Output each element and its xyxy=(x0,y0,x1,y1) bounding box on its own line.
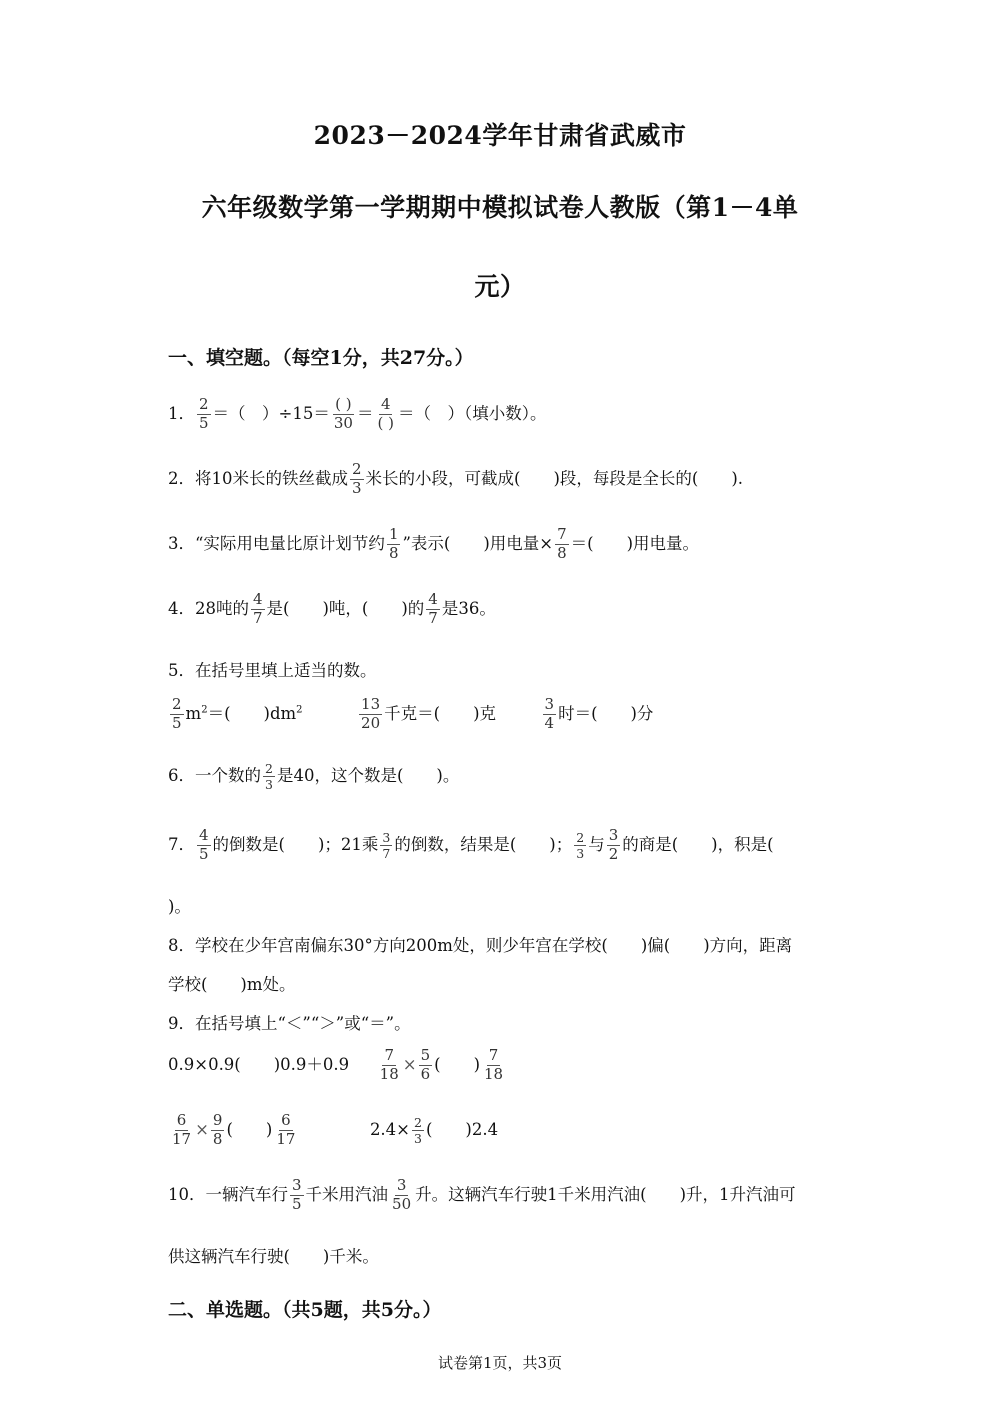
numerator: 4 xyxy=(380,395,391,413)
question-10-line1 xyxy=(168,1178,796,1213)
q6-number: 6． xyxy=(168,766,195,786)
question-9-row2 xyxy=(168,1113,498,1148)
q9-item-2 xyxy=(376,1046,507,1083)
question-10-line2: 供这辆汽车行驶( )千米。 xyxy=(168,1247,379,1266)
q3-text-a: “实际用电量比原计划节约 xyxy=(195,533,385,553)
question-9: 9．在括号填上“＜”“＞”或“＝”。 xyxy=(168,1014,411,1033)
exponent: 2 xyxy=(201,704,208,716)
question-2 xyxy=(168,462,743,497)
fraction xyxy=(380,831,392,860)
q5-item-1-text: ＝( )dm xyxy=(207,703,297,723)
multiply-sign: × xyxy=(402,1054,417,1074)
denominator: 8 xyxy=(388,543,399,562)
numerator: 7 xyxy=(557,525,567,543)
q1-text-b: ＝ xyxy=(356,403,374,423)
q3-text-b: ”表示( )用电量× xyxy=(402,533,554,553)
denominator: 5 xyxy=(292,1194,302,1213)
q3-number: 3． xyxy=(168,533,195,553)
fraction xyxy=(419,1048,433,1083)
page-footer: 试卷第1页，共3页 xyxy=(437,1354,563,1372)
denominator: 17 xyxy=(172,1129,192,1148)
numerator: 3 xyxy=(608,826,619,844)
numerator: 4 xyxy=(253,590,263,608)
fraction xyxy=(197,397,211,432)
numerator: ( ) xyxy=(335,395,352,413)
denominator: 50 xyxy=(392,1194,412,1213)
denominator: 30 xyxy=(333,413,353,432)
q2-number: 2． xyxy=(168,468,195,488)
denominator: 20 xyxy=(361,713,381,732)
denominator: 18 xyxy=(379,1064,399,1083)
fraction xyxy=(359,697,382,732)
fraction xyxy=(211,1113,225,1148)
q4-text-c: 是36。 xyxy=(441,598,496,618)
q5-item-3 xyxy=(541,695,654,732)
fraction xyxy=(274,1113,297,1148)
numerator: 9 xyxy=(212,1111,223,1129)
numerator: 4 xyxy=(199,826,209,844)
q4-number: 4． xyxy=(168,598,195,618)
denominator: ( ) xyxy=(377,413,394,432)
multiply-sign: × xyxy=(195,1119,209,1139)
exam-title-line1: 2023－2024学年甘肃省武威市 xyxy=(313,121,687,150)
fraction xyxy=(387,527,401,562)
numerator: 3 xyxy=(292,1176,302,1194)
fraction xyxy=(543,697,557,732)
denominator: 6 xyxy=(420,1064,431,1083)
q7-text-c: 与 xyxy=(588,834,605,854)
q4-text-b: 是( )吨，( )的 xyxy=(266,598,425,618)
fraction xyxy=(574,831,586,860)
q10-text-a: 一辆汽车行 xyxy=(205,1184,288,1204)
blank: ( ) xyxy=(226,1119,273,1139)
blank: ( ) xyxy=(434,1054,481,1074)
numerator: 6 xyxy=(281,1111,291,1129)
section2-heading: 二、单选题。（共5题，共5分。） xyxy=(168,1299,442,1321)
q9-item-1: 0.9×0.9( )0.9＋0.9 xyxy=(168,1054,350,1074)
q10-text-c: 升。这辆汽车行驶1千米用汽油( )升，1升汽油可 xyxy=(415,1184,796,1204)
numerator: 3 xyxy=(382,829,391,845)
q2-text-a: 将10米长的铁丝截成 xyxy=(195,468,348,488)
numerator: 7 xyxy=(488,1046,499,1064)
fraction xyxy=(350,462,364,497)
numerator: 7 xyxy=(384,1046,394,1064)
denominator: 3 xyxy=(265,777,273,793)
question-5: 5．在括号里填上适当的数。 xyxy=(168,661,377,680)
q9-item-4-text-b: ( )2.4 xyxy=(425,1119,499,1139)
q10-text-b: 千米用汽油 xyxy=(305,1184,389,1204)
denominator: 5 xyxy=(199,413,209,432)
fraction xyxy=(290,1178,304,1213)
numerator: 3 xyxy=(544,695,555,713)
unit-text: m xyxy=(185,703,202,723)
denominator: 7 xyxy=(382,845,391,861)
fraction xyxy=(263,762,275,791)
denominator: 7 xyxy=(428,608,438,627)
question-8-line1: 8．学校在少年宫南偏东30°方向200m处，则少年宫在学校( )偏( )方向，距离 xyxy=(168,936,793,955)
exponent: 2 xyxy=(296,704,303,716)
denominator: 8 xyxy=(212,1129,223,1148)
denominator: 7 xyxy=(253,608,263,627)
fraction xyxy=(482,1048,505,1083)
fraction xyxy=(607,828,621,863)
q5-item-3-text: 时＝( )分 xyxy=(558,703,654,723)
q5-item-2-text: 千克＝( )克 xyxy=(384,703,497,723)
q1-number: 1． xyxy=(168,403,195,423)
denominator: 5 xyxy=(172,713,182,732)
question-6 xyxy=(168,762,459,791)
question-1 xyxy=(168,397,546,432)
numerator: 13 xyxy=(361,695,381,713)
q4-text-a: 28吨的 xyxy=(195,598,249,618)
fraction xyxy=(375,397,395,432)
fraction xyxy=(390,1178,413,1213)
question-7-continued: )。 xyxy=(168,897,191,916)
numerator: 2 xyxy=(352,460,362,478)
q9-item-4-text-a: 2.4× xyxy=(369,1119,411,1139)
fraction xyxy=(378,1048,401,1083)
denominator: 5 xyxy=(199,844,209,863)
denominator: 3 xyxy=(576,845,585,861)
numerator: 5 xyxy=(420,1046,431,1064)
denominator: 4 xyxy=(544,713,555,732)
denominator: 17 xyxy=(276,1129,296,1148)
q7-text-d: 的商是( )，积是( xyxy=(622,834,774,854)
numerator: 1 xyxy=(388,525,399,543)
fraction xyxy=(251,592,265,627)
q2-text-b: 米长的小段，可截成( )段，每段是全长的( ). xyxy=(365,468,744,488)
q6-text-a: 一个数的 xyxy=(195,766,261,786)
denominator: 3 xyxy=(352,478,362,497)
fraction xyxy=(170,1113,193,1148)
q5-item-1 xyxy=(168,695,303,732)
q1-text-a: ＝（ ）÷15＝ xyxy=(212,403,330,423)
question-7 xyxy=(168,828,774,863)
numerator: 3 xyxy=(396,1176,407,1194)
numerator: 2 xyxy=(576,829,585,845)
exam-title-line3: 元） xyxy=(474,272,526,301)
fraction xyxy=(170,697,184,732)
numerator: 2 xyxy=(172,695,182,713)
q6-text-b: 是40，这个数是( )。 xyxy=(276,766,460,786)
q3-text-c: ＝( )用电量。 xyxy=(570,533,700,553)
question-4 xyxy=(168,592,496,627)
q9-item-4 xyxy=(369,1114,499,1146)
denominator: 2 xyxy=(608,844,619,863)
q7-number: 7． xyxy=(168,834,195,854)
question-3 xyxy=(168,527,699,562)
question-5-items xyxy=(168,697,653,732)
q9-item-3 xyxy=(168,1111,299,1148)
denominator: 3 xyxy=(414,1130,422,1146)
q7-text-b: 的倒数，结果是( )； xyxy=(394,834,573,854)
denominator: 8 xyxy=(557,543,567,562)
q1-text-c: ＝（ ）（填小数）。 xyxy=(397,403,547,423)
q7-text-a: 的倒数是( )；21乘 xyxy=(212,834,379,854)
fraction xyxy=(197,828,211,863)
section1-heading: 一、填空题。（每空1分，共27分。） xyxy=(168,347,474,369)
exam-title-line2: 六年级数学第一学期期中模拟试卷人教版（第1－4单 xyxy=(201,193,799,222)
fraction xyxy=(555,527,569,562)
denominator: 18 xyxy=(484,1064,504,1083)
q5-item-2 xyxy=(357,695,497,732)
fraction xyxy=(412,1116,424,1145)
fraction xyxy=(426,592,440,627)
numerator: 2 xyxy=(199,395,209,413)
numerator: 2 xyxy=(265,761,273,776)
fraction xyxy=(332,397,355,432)
numerator: 4 xyxy=(428,590,438,608)
question-8-line2: 学校( )m处。 xyxy=(168,975,296,994)
question-9-row1 xyxy=(168,1048,507,1083)
q10-number: 10． xyxy=(168,1184,206,1204)
numerator: 6 xyxy=(176,1111,187,1129)
numerator: 2 xyxy=(414,1114,422,1130)
